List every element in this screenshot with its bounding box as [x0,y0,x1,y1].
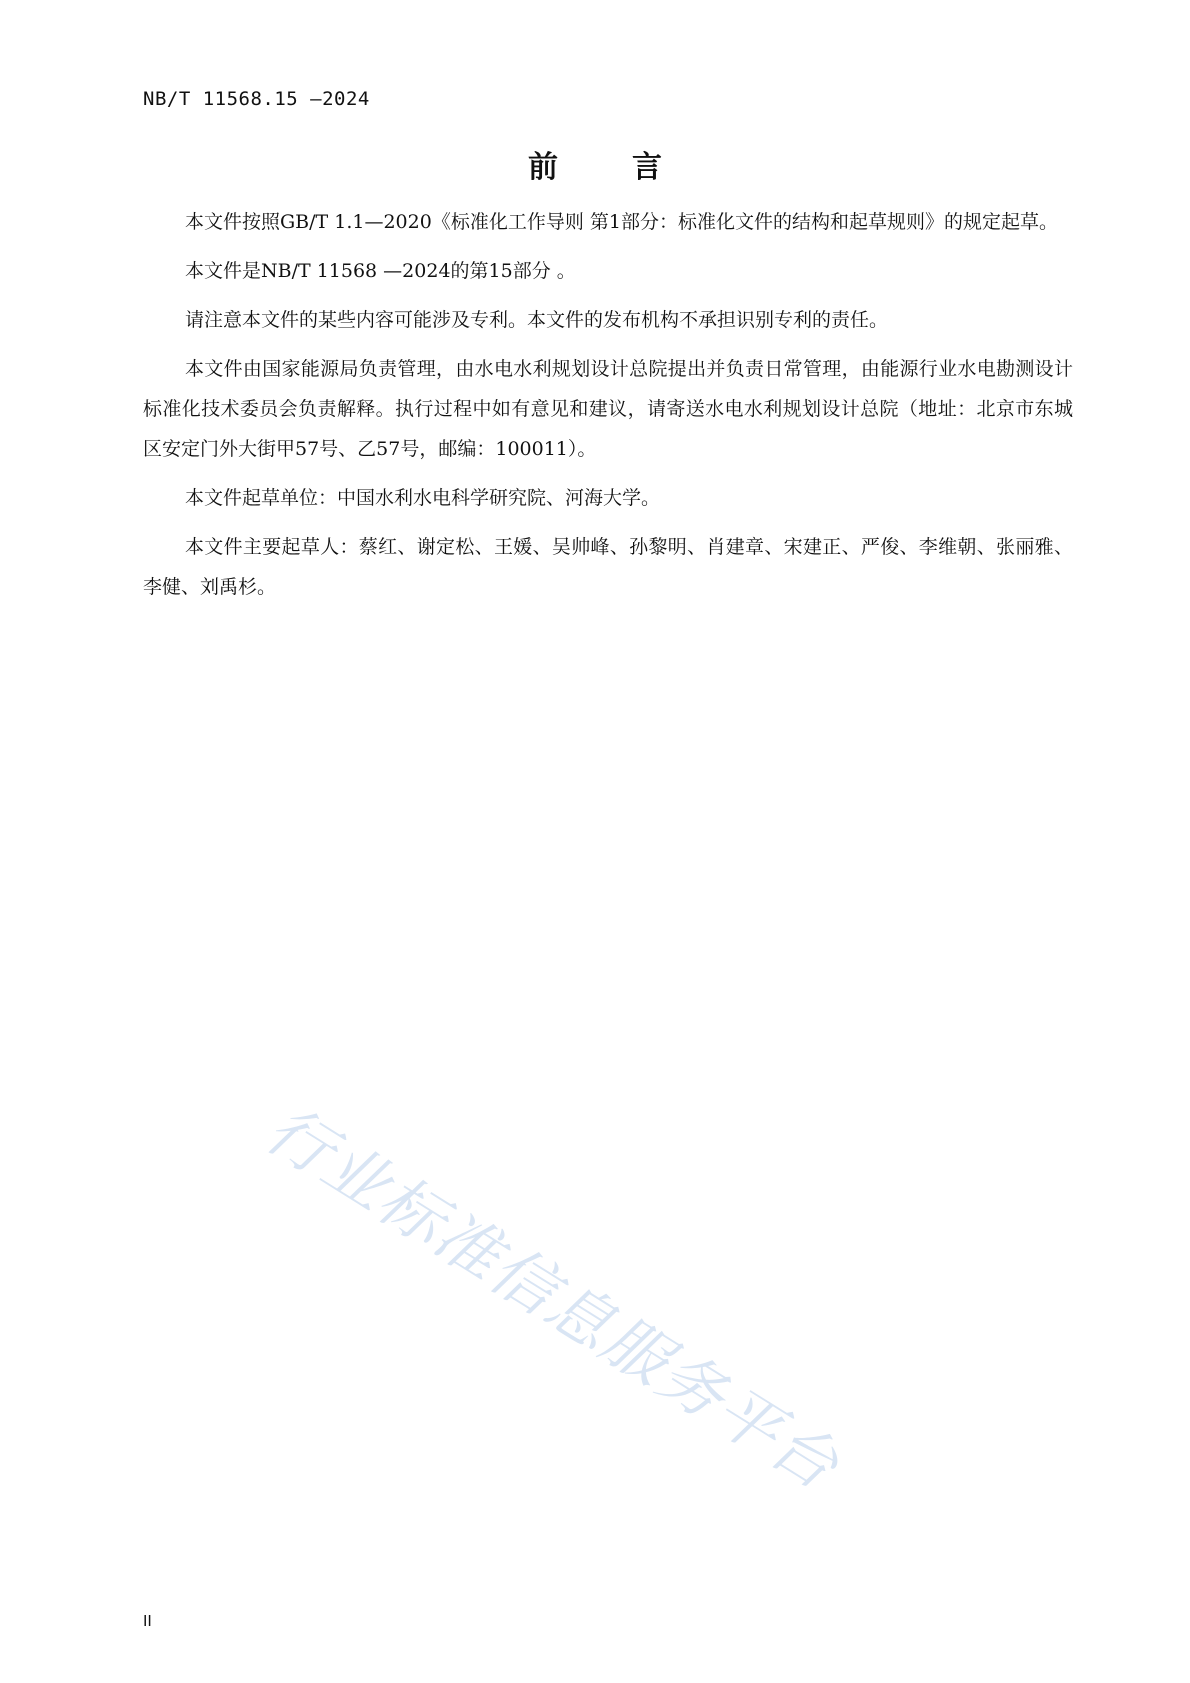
paragraph-part-number: 本文件是NB/T 11568 —2024的第15部分 。 [185,260,576,282]
paragraph-drafting-rules: 本文件按照GB/T 1.1—2020《标准化工作导则 第1部分：标准化文件的结构和起草规则》的规定起草。 [185,211,1058,233]
foreword-body [143,202,1073,616]
page-title: 前 言 [528,150,684,185]
paragraph-patent-notice: 请注意本文件的某些内容可能涉及专利。本文件的发布机构不承担识别专利的责任。 [185,309,889,331]
paragraph-management: 本文件由国家能源局负责管理，由水电水利规划设计总院提出并负责日常管理，由能源行业水电勘测设计标准化技术委员会负责解释。执行过程中如有意见和建议，请寄送水电水利规划设计总院（地址：北京市东城区安定门外大街甲57号、乙57号，邮编：100011）。 [143,358,1073,460]
paragraph-drafting-units: 本文件起草单位：中国水利水电科学研究院、河海大学。 [185,487,661,509]
document-code: NB/T 11568.15 —2024 [143,88,370,110]
page-number: II [143,1612,152,1630]
paragraph-drafters: 本文件主要起草人：蔡红、谢定松、王媛、吴帅峰、孙黎明、肖建章、宋建正、严俊、李维朝、张丽雅、李健、刘禹杉。 [143,536,1073,598]
watermark: 行业标准信息服务平台 [252,1092,852,1506]
